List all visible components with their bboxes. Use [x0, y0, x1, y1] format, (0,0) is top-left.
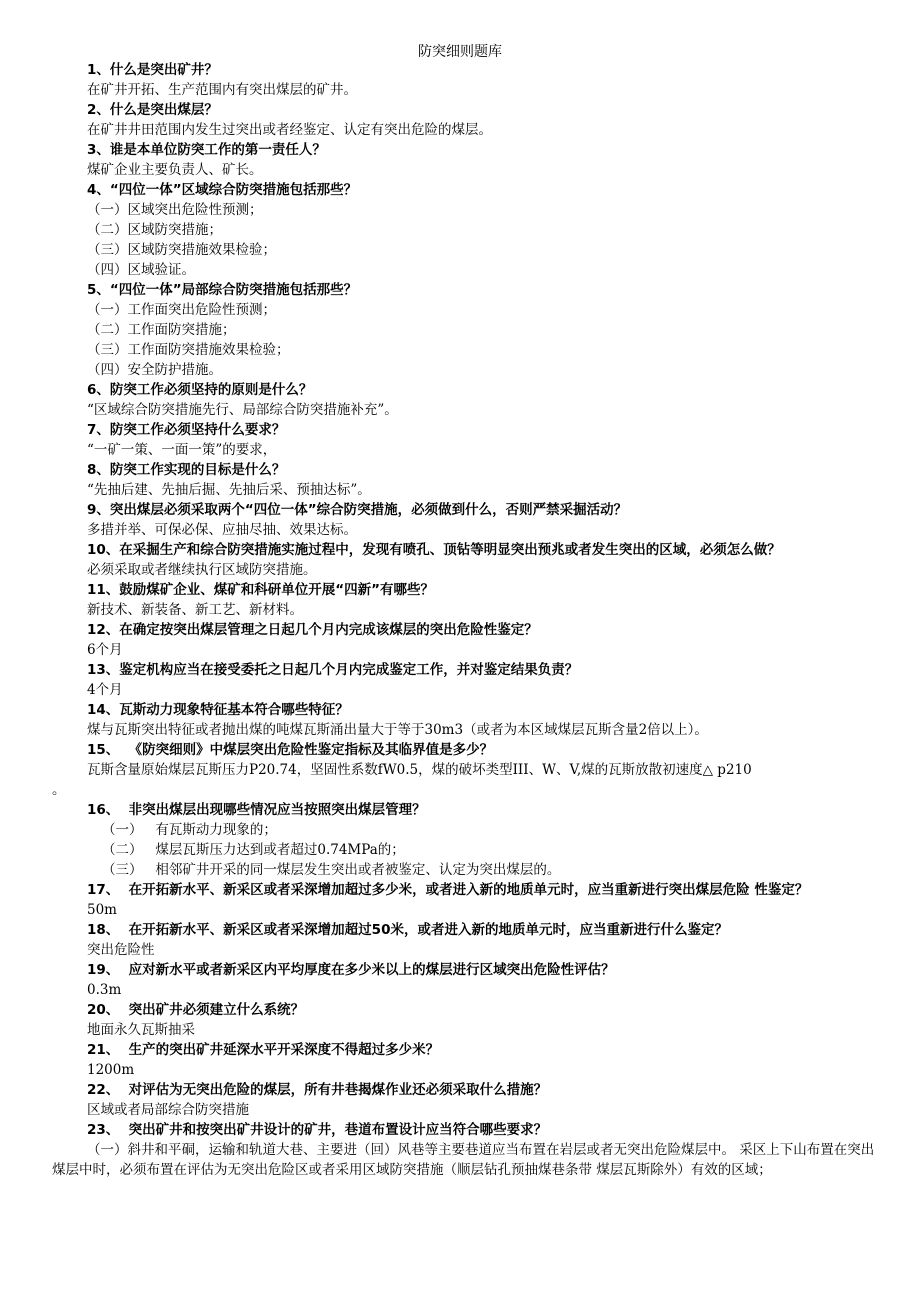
answer-text: 0.3m: [87, 982, 122, 998]
question-text: 17、 在开拓新水平、新采区或者采深增加超过多少米，或者进入新的地质单元时，应当重新进行突出煤层危险 性鉴定？: [87, 882, 809, 898]
question-list: [52, 60, 882, 1180]
answer-text: “一矿一策、一面一策”的要求，: [87, 442, 277, 458]
question-text: 9、突出煤层必须采取两个“四位一体”综合防突措施，必须做到什么，否则严禁采掘活动？: [87, 502, 628, 518]
answer-text: 瓦斯含量原始煤层瓦斯压力P20.74，坚固性系数fW0.5，煤的破坏类型III、W、V,煤的瓦斯放散初速度△ p210: [87, 762, 752, 778]
question-block: [52, 280, 882, 380]
question-text: 10、在采掘生产和综合防突措施实施过程中，发现有喷孔、顶钻等明显突出预兆或者发生突出的区域，必须怎么做？: [87, 542, 781, 558]
answer-text: （二）工作面防突措施；: [87, 322, 236, 338]
answer-text: （二）区域防突措施；: [87, 222, 222, 238]
question-block: [52, 500, 882, 540]
question-text: 21、 生产的突出矿井延深水平开采深度不得超过多少米？: [87, 1042, 440, 1058]
question-text: 11、鼓励煤矿企业、煤矿和科研单位开展“四新”有哪些？: [87, 582, 435, 598]
answer-text: （一） 有瓦斯动力现象的；: [102, 822, 277, 838]
answer-text: 必须采取或者继续执行区域防突措施。: [87, 562, 317, 578]
answer-text: 多措并举、可保必保、应抽尽抽、效果达标。: [87, 522, 357, 538]
question-block: [52, 100, 882, 140]
answer-text: 在矿井开拓、生产范围内有突出煤层的矿井。: [87, 82, 357, 98]
answer-text: （四）区域验证。: [87, 262, 195, 278]
answer-text: 突出危险性: [87, 942, 155, 958]
question-text: 23、 突出矿井和按突出矿井设计的矿井，巷道布置设计应当符合哪些要求？: [87, 1122, 548, 1138]
question-text: 8、防突工作实现的目标是什么？: [87, 462, 286, 478]
answer-text: 煤与瓦斯突出特征或者抛出煤的吨煤瓦斯涌出量大于等于30m3（或者为本区域煤层瓦斯含量2倍以上）。: [87, 722, 708, 738]
answer-text: （四）安全防护措施。: [87, 362, 222, 378]
question-text: 12、在确定按突出煤层管理之日起几个月内完成该煤层的突出危险性鉴定？: [87, 622, 538, 638]
question-block: [52, 1080, 882, 1120]
question-block: [52, 800, 882, 880]
question-text: 13、鉴定机构应当在接受委托之日起几个月内完成鉴定工作，并对鉴定结果负责？: [87, 662, 579, 678]
question-text: 18、 在开拓新水平、新采区或者采深增加超过50米，或者进入新的地质单元时，应当重新进行什么鉴定？: [87, 922, 728, 938]
question-text: 22、 对评估为无突出危险的煤层，所有井巷揭煤作业还必须采取什么措施？: [87, 1082, 548, 1098]
question-text: 14、瓦斯动力现象特征基本符合哪些特征？: [87, 702, 349, 718]
answer-text: 煤矿企业主要负责人、矿长。: [87, 162, 263, 178]
question-block: [52, 460, 882, 500]
answer-text: 50m: [87, 902, 117, 918]
answer-text: （三）工作面防突措施效果检验；: [87, 342, 290, 358]
question-block: [52, 1120, 882, 1180]
question-block: [52, 1000, 882, 1040]
answer-text: （一）斜井和平硐，运输和轨道大巷、主要进（回）风巷等主要巷道应当布置在岩层或者无突出危险煤层中。 采区上下山布置在突出煤层中时，必须布置在评估为无突出危险区或者采用区域防突措施（顺层钻孔预抽煤巷条带 煤层瓦斯除外）有效的区域；: [52, 1142, 875, 1178]
answer-text: 在矿井井田范围内发生过突出或者经鉴定、认定有突出危险的煤层。: [87, 122, 492, 138]
answer-text: （二） 煤层瓦斯压力达到或者超过0.74MPa的；: [102, 842, 405, 858]
question-text: 4、“四位一体”区域综合防突措施包括那些？: [87, 182, 358, 198]
question-block: [52, 540, 882, 580]
question-block: [52, 660, 882, 700]
question-text: 16、 非突出煤层出现哪些情况应当按照突出煤层管理？: [87, 802, 426, 818]
answer-text: （一）工作面突出危险性预测；: [87, 302, 276, 318]
question-text: 7、防突工作必须坚持什么要求？: [87, 422, 286, 438]
question-block: [52, 620, 882, 660]
question-block: [52, 740, 882, 800]
question-block: [52, 580, 882, 620]
question-block: [52, 380, 882, 420]
answer-text: 1200m: [87, 1062, 135, 1078]
answer-text: 4个月: [87, 682, 123, 698]
answer-text: “先抽后建、先抽后掘、先抽后采、预抽达标”。: [87, 482, 371, 498]
question-block: [52, 180, 882, 280]
question-block: [52, 920, 882, 960]
answer-text: 。: [52, 782, 66, 798]
question-block: [52, 420, 882, 460]
question-block: [52, 960, 882, 1000]
answer-text: 6个月: [87, 642, 123, 658]
question-text: 6、防突工作必须坚持的原则是什么？: [87, 382, 313, 398]
question-text: 3、谁是本单位防突工作的第一责任人？: [87, 142, 326, 158]
answer-text: “区域综合防突措施先行、局部综合防突措施补充”。: [87, 402, 398, 418]
document-title: 防突细则题库: [418, 44, 502, 60]
question-block: [52, 60, 882, 100]
question-block: [52, 1040, 882, 1080]
question-block: [52, 700, 882, 740]
question-block: [52, 140, 882, 180]
answer-text: 区域或者局部综合防突措施: [87, 1102, 249, 1118]
answer-text: 地面永久瓦斯抽采: [87, 1022, 195, 1038]
answer-text: （一）区域突出危险性预测；: [87, 202, 263, 218]
question-text: 15、 《防突细则》中煤层突出危险性鉴定指标及其临界值是多少？: [87, 742, 494, 758]
answer-text: （三） 相邻矿井开采的同一煤层发生突出或者被鉴定、认定为突出煤层的。: [102, 862, 561, 878]
answer-text: （三）区域防突措施效果检验；: [87, 242, 276, 258]
question-text: 19、 应对新水平或者新采区内平均厚度在多少米以上的煤层进行区域突出危险性评估？: [87, 962, 615, 978]
question-text: 20、 突出矿井必须建立什么系统？: [87, 1002, 305, 1018]
answer-text: 新技术、新装备、新工艺、新材料。: [87, 602, 303, 618]
question-text: 1、什么是突出矿井？: [87, 62, 218, 78]
question-text: 5、“四位一体”局部综合防突措施包括那些？: [87, 282, 358, 298]
question-block: [52, 880, 882, 920]
question-text: 2、什么是突出煤层？: [87, 102, 218, 118]
